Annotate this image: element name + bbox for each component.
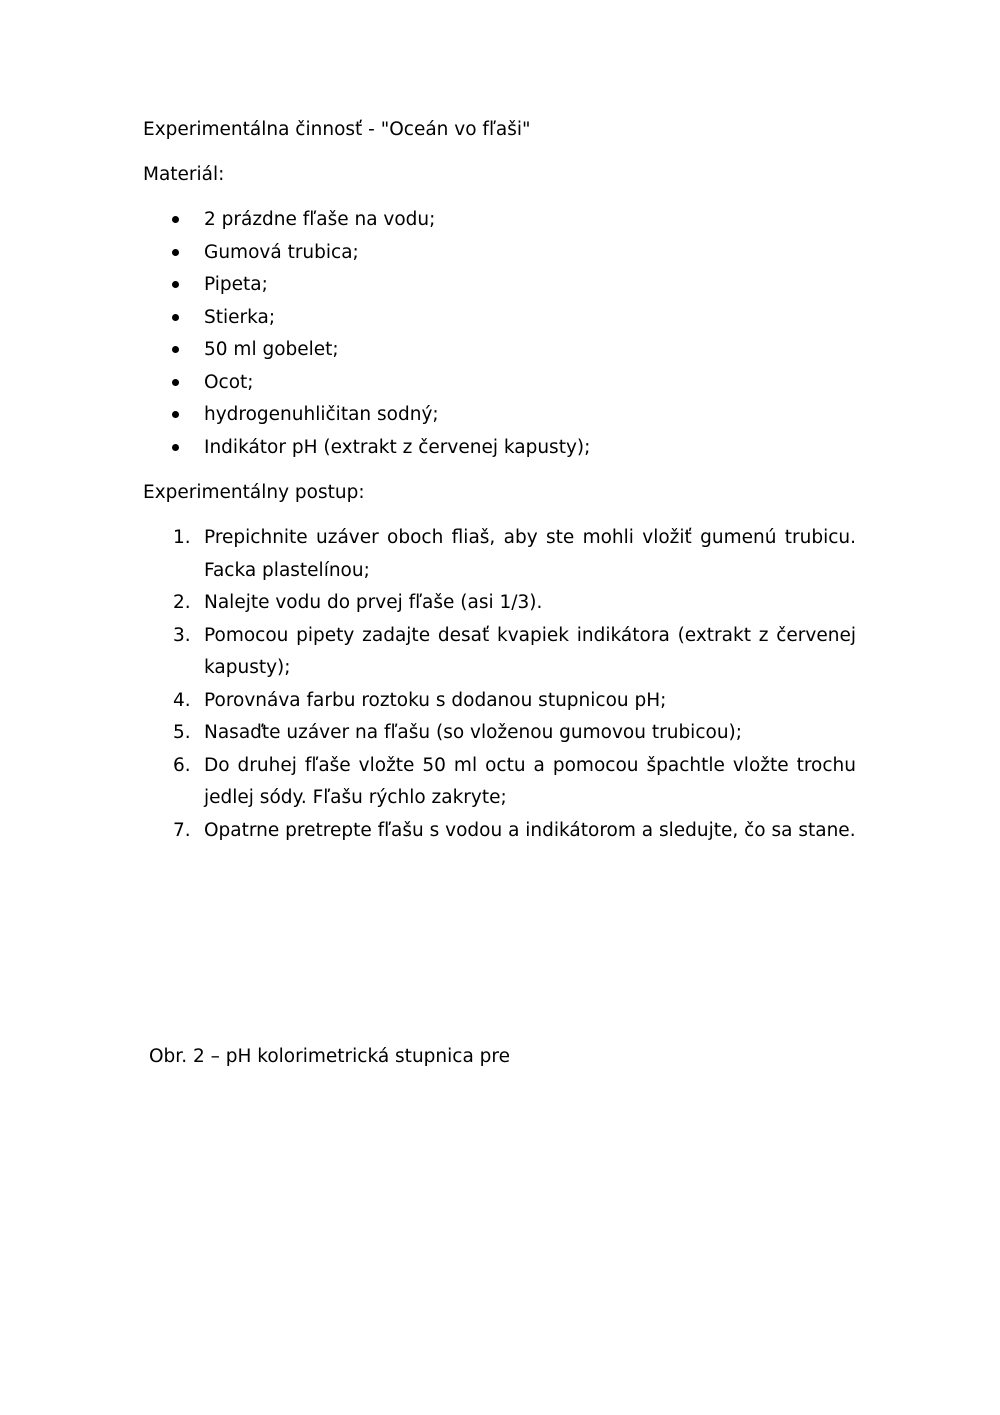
- step-number: 7.: [173, 819, 191, 841]
- step-text: Do druhej fľaše vložte 50 ml octu a pomocou špachtle vložte trochu jedlej sódy. Fľašu rýchlo zakryte;: [204, 754, 856, 808]
- bullet-icon: [172, 444, 179, 451]
- step-text: Porovnáva farbu roztoku s dodanou stupnicou pH;: [204, 689, 667, 711]
- list-item: [0, 302, 590, 335]
- procedure-heading: Experimentálny postup:: [143, 482, 365, 503]
- procedure-step: [0, 815, 856, 848]
- document-title: Experimentálna činnosť - "Oceán vo fľaši": [143, 119, 531, 140]
- list-item: [0, 269, 590, 302]
- list-item: [0, 399, 590, 432]
- procedure-step: [0, 685, 856, 718]
- figure-caption: Obr. 2 – pH kolorimetrická stupnica pre: [149, 1046, 510, 1067]
- procedure-step: [0, 717, 856, 750]
- step-number: 3.: [173, 624, 191, 646]
- list-item: [0, 432, 590, 465]
- procedure-step: [0, 587, 856, 620]
- bullet-icon: [172, 314, 179, 321]
- list-item: [0, 367, 590, 400]
- material-text: Pipeta;: [204, 274, 268, 295]
- procedure-step: [0, 750, 856, 815]
- step-number: 2.: [173, 592, 191, 613]
- step-text: Prepichnite uzáver oboch fliaš, aby ste mohli vložiť gumenú trubicu. Facka plastelínou;: [204, 527, 856, 581]
- bullet-icon: [172, 346, 179, 353]
- step-text: Pomocou pipety zadajte desať kvapiek indikátora (extrakt z červenej kapusty);: [204, 624, 856, 678]
- materials-heading: Materiál:: [143, 164, 225, 185]
- bullet-icon: [172, 411, 179, 418]
- material-text: 2 prázdne fľaše na vodu;: [204, 209, 436, 230]
- materials-list: [0, 204, 590, 464]
- material-text: Ocot;: [204, 371, 254, 393]
- material-text: Gumová trubica;: [204, 241, 359, 263]
- step-text: Opatrne pretrepte fľašu s vodou a indikátorom a sledujte, čo sa stane.: [204, 819, 856, 841]
- procedure-step: [0, 620, 856, 685]
- step-number: 5.: [173, 722, 191, 743]
- procedure-step: [0, 522, 856, 587]
- bullet-icon: [172, 249, 179, 256]
- list-item: [0, 334, 590, 367]
- bullet-icon: [172, 379, 179, 386]
- bullet-icon: [172, 281, 179, 288]
- bullet-icon: [172, 216, 179, 223]
- list-item: [0, 237, 590, 270]
- list-item: [0, 204, 590, 237]
- procedure-steps-list: [0, 522, 1000, 847]
- material-text: 50 ml gobelet;: [204, 339, 339, 360]
- step-number: 4.: [173, 689, 191, 711]
- material-text: Indikátor pH (extrakt z červenej kapusty);: [204, 436, 591, 458]
- material-text: hydrogenuhličitan sodný;: [204, 404, 439, 425]
- step-number: 1.: [173, 527, 191, 548]
- step-number: 6.: [173, 754, 191, 776]
- step-text: Nasaďte uzáver na fľašu (so vloženou gumovou trubicou);: [204, 722, 742, 743]
- step-text: Nalejte vodu do prvej fľaše (asi 1/3).: [204, 592, 543, 613]
- material-text: Stierka;: [204, 306, 276, 328]
